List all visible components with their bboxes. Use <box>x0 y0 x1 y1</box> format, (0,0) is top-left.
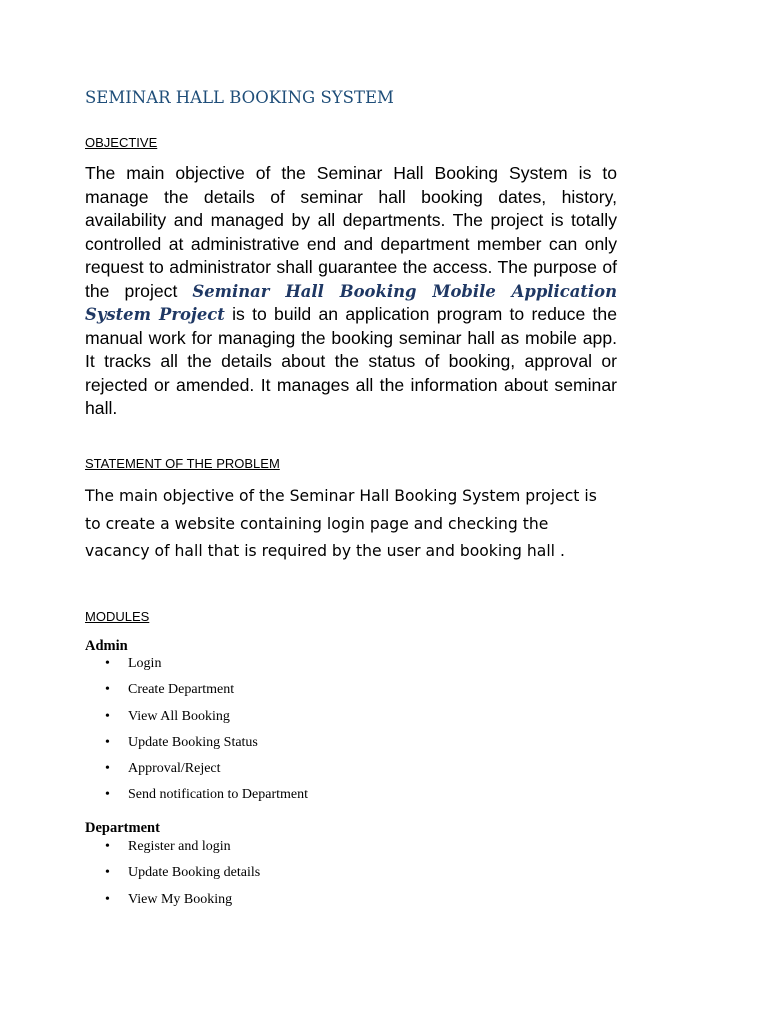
list-item: • Create Department <box>85 680 308 706</box>
objective-text-start: The main objective of the Seminar Hall Booking System is to manage the details of seminar hall booking dates, history, availability and managed by all departments. The project is totally controlled at administrative end and department member can only request to administrator shall guarantee the access. The purpose of the project <box>85 163 617 301</box>
list-item: • View All Booking <box>85 707 308 733</box>
list-item: • Approval/Reject <box>85 759 308 785</box>
problem-line-3: vacancy of hall that is required by the user and booking hall . <box>85 542 565 560</box>
objective-paragraph <box>85 162 617 421</box>
list-item: • Login <box>85 654 308 680</box>
project-name-emphasis: Seminar Hall Booking Mobile Application System Project <box>85 281 617 324</box>
department-module-title: Department <box>85 820 160 836</box>
problem-paragraph <box>85 483 625 566</box>
list-item: • Send notification to Department <box>85 785 308 811</box>
document-title: SEMINAR HALL BOOKING SYSTEM <box>85 88 394 107</box>
admin-module-title: Admin <box>85 638 128 654</box>
list-item: • Register and login <box>85 837 260 863</box>
objective-heading: OBJECTIVE <box>85 135 158 150</box>
list-item: • Update Booking Status <box>85 733 308 759</box>
list-item: • View My Booking <box>85 890 260 916</box>
problem-line-1: The main objective of the Seminar Hall Booking System project is <box>85 487 597 505</box>
problem-heading: STATEMENT OF THE PROBLEM <box>85 456 280 471</box>
objective-text-end: is to build an application program to reduce the manual work for managing the booking seminar hall as mobile app. It tracks all the details about the status of booking, approval or rejected or amended. It manages all the information about seminar hall. <box>85 304 617 418</box>
modules-heading: MODULES <box>85 609 150 624</box>
problem-line-2: to create a website containing login page and checking the <box>85 514 549 533</box>
admin-module-list <box>85 654 308 812</box>
department-module-list <box>85 837 260 916</box>
list-item: • Update Booking details <box>85 863 260 889</box>
